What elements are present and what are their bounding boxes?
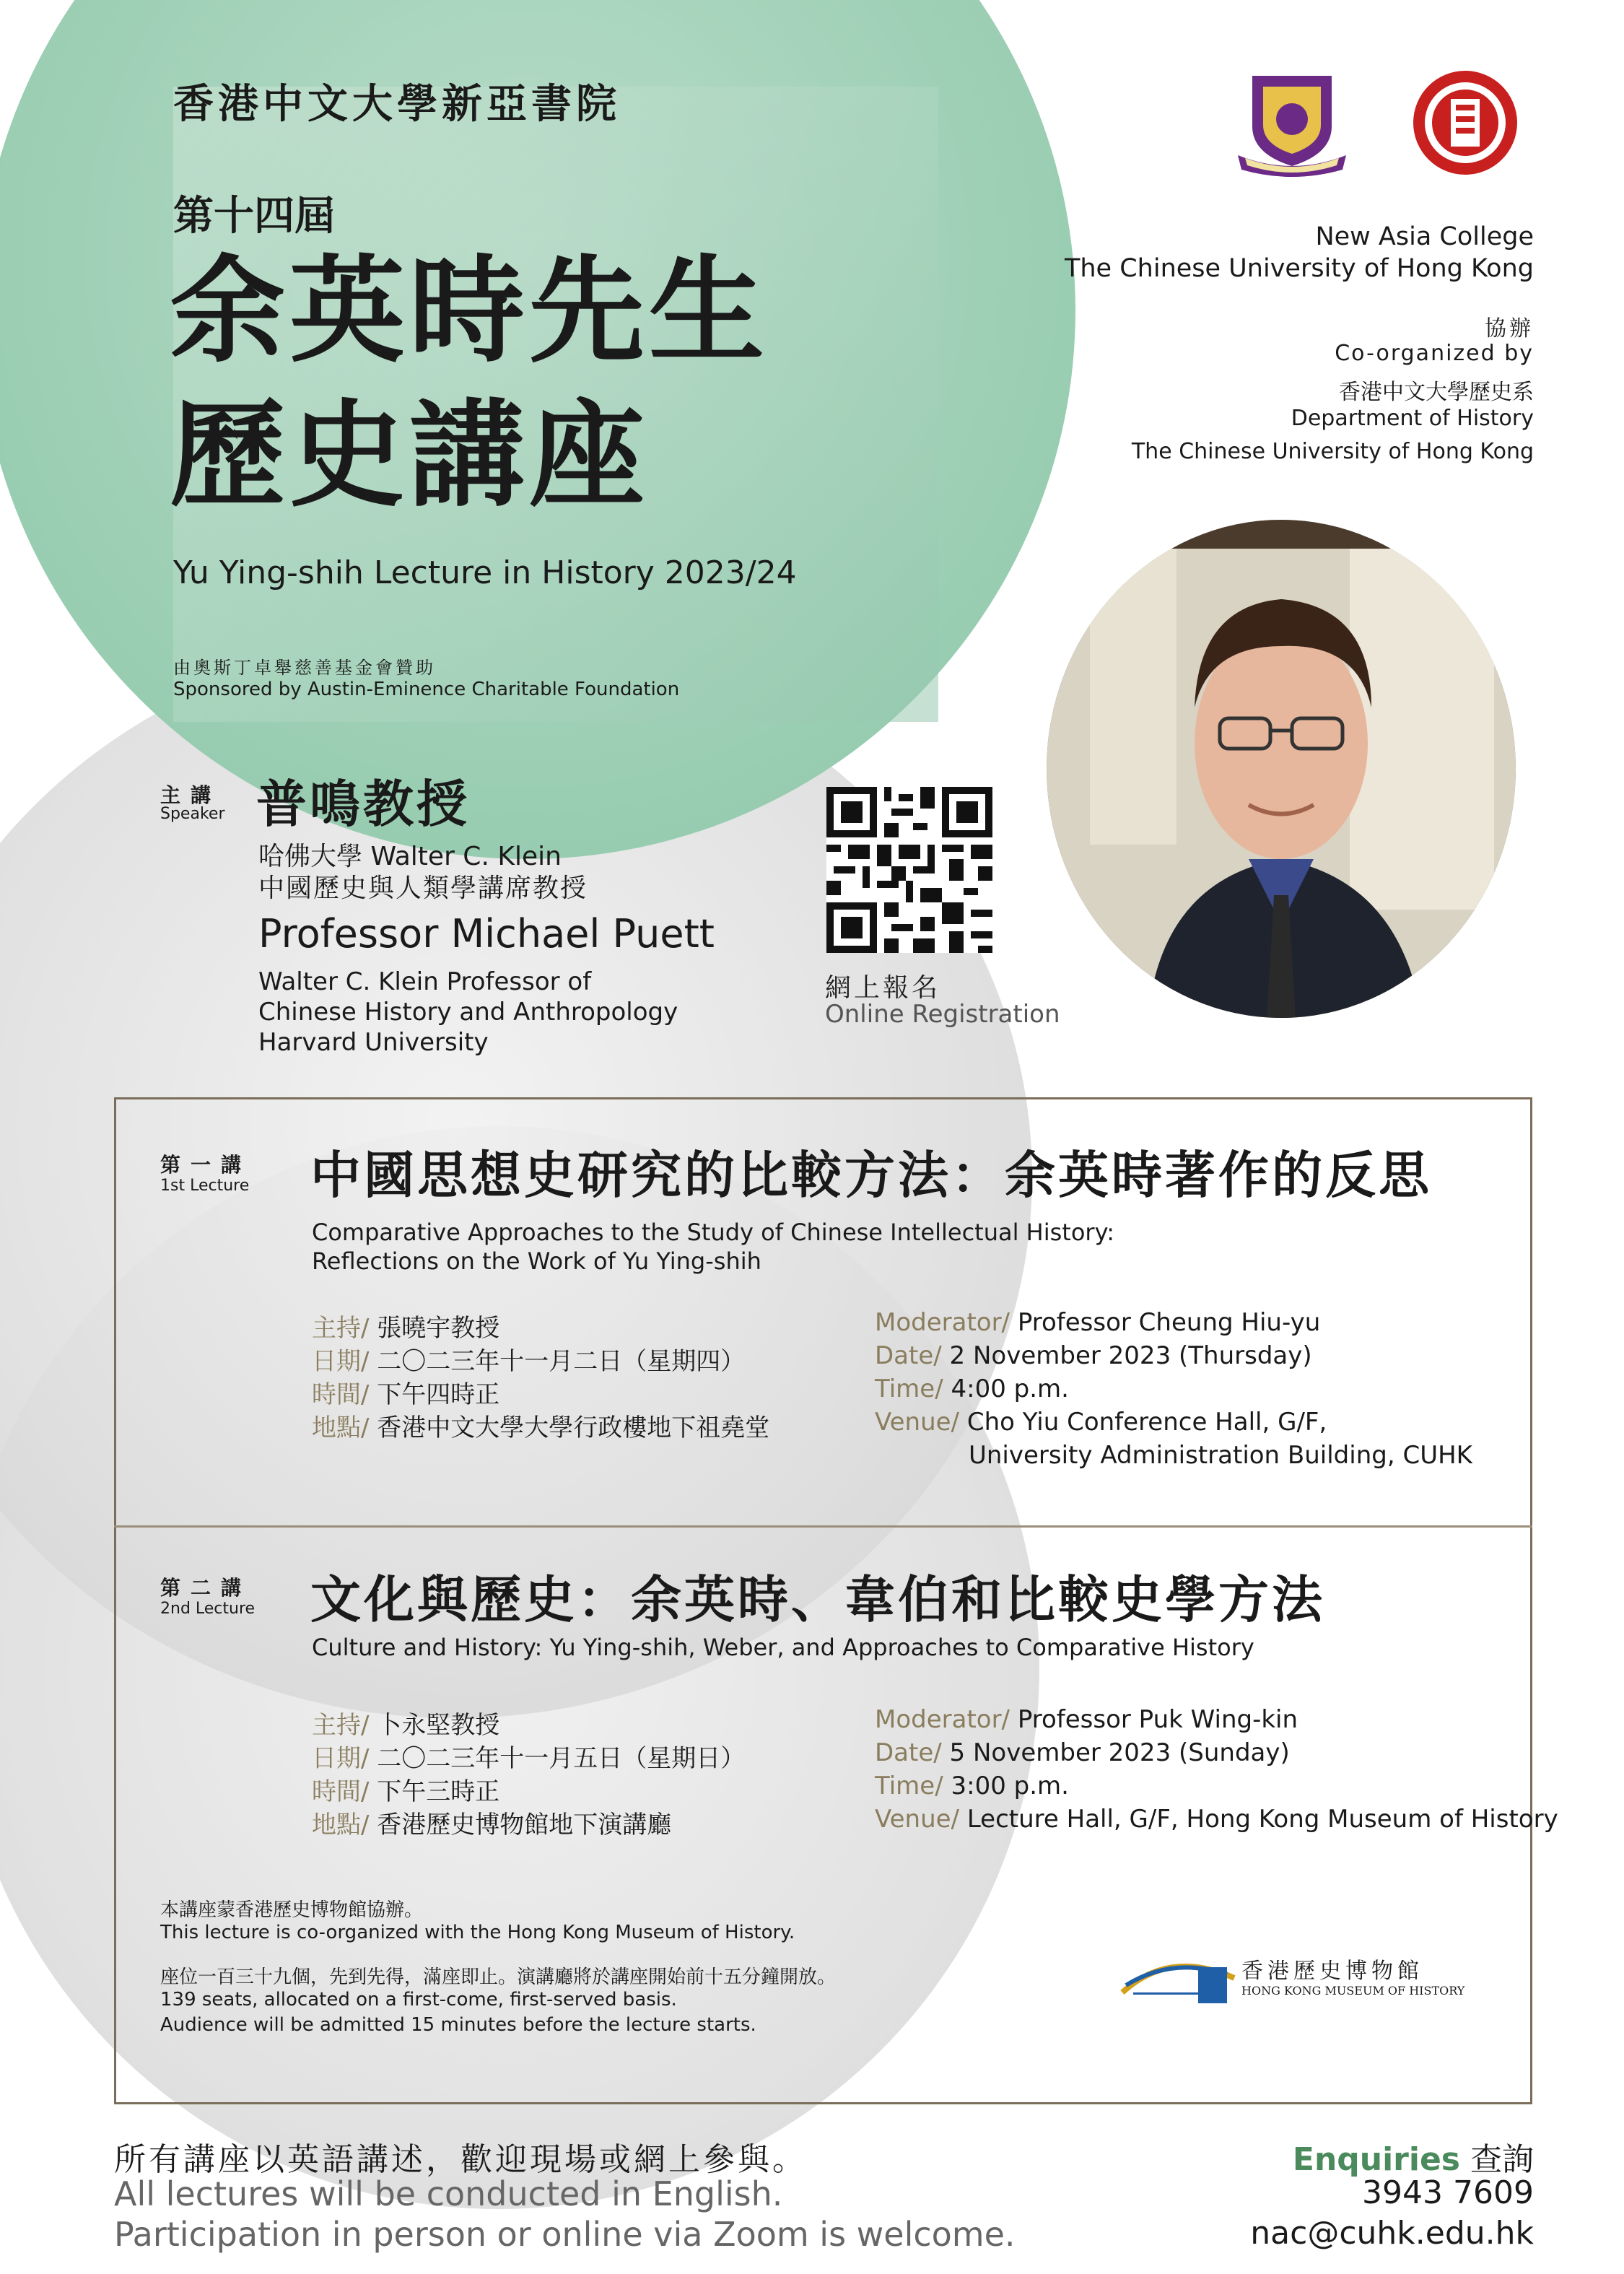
lecture1-title-en-line1: Comparative Approaches to the Study of Chinese Intellectual History: bbox=[312, 1219, 1114, 1246]
enquiries-heading: Enquiries 查詢 bbox=[1292, 2141, 1534, 2178]
sponsor-zh: 由奧斯丁卓舉慈善基金會贊助 bbox=[173, 658, 436, 678]
coorganizer-university-en: The Chinese University of Hong Kong bbox=[1131, 439, 1534, 464]
lecture-series-title-en: Yu Ying-shih Lecture in History 2023/24 bbox=[173, 554, 797, 591]
lecture2-label-en: 2nd Lecture bbox=[160, 1600, 256, 1618]
lecture2-time-zh: 時間/ 下午三時正 bbox=[312, 1777, 500, 1806]
lecture1-title-zh: 中國思想史研究的比較方法：余英時著作的反思 bbox=[310, 1145, 1432, 1205]
lecture1-venue-zh: 地點/ 香港中文大學大學行政樓地下祖堯堂 bbox=[312, 1413, 770, 1442]
lecture1-venue-en-line2: University Administration Building, CUHK bbox=[969, 1441, 1472, 1470]
lecture2-label-zh: 第二講 bbox=[160, 1576, 252, 1600]
speaker-photo bbox=[1047, 520, 1516, 1018]
lecture1-date-zh: 日期/ 二〇二三年十一月二日（星期四） bbox=[312, 1347, 746, 1376]
lecture1-time-zh: 時間/ 下午四時正 bbox=[312, 1380, 500, 1409]
speaker-title-en-line2: Chinese History and Anthropology bbox=[258, 998, 678, 1027]
museum-name-zh: 香港歷史博物館 bbox=[1241, 1959, 1423, 1984]
speaker-label-zh: 主講 bbox=[160, 783, 222, 807]
lecture1-title-en-line2: Reflections on the Work of Yu Ying-shih bbox=[312, 1247, 761, 1275]
lecture2-title-en: Culture and History: Yu Ying-shih, Weber, and Approaches to Comparative History bbox=[312, 1634, 1254, 1661]
lecture-series-title-line1: 余英時先生 bbox=[170, 243, 769, 378]
note-admit-en: Audience will be admitted 15 minutes before the lecture starts. bbox=[160, 2014, 756, 2036]
lecture2-date-en: Date/ 5 November 2023 (Sunday) bbox=[875, 1738, 1290, 1767]
lecture1-label-en: 1st Lecture bbox=[160, 1177, 250, 1195]
lecture-series-title-line2: 歷史講座 bbox=[170, 387, 650, 523]
lecture2-date-zh: 日期/ 二〇二三年十一月五日（星期日） bbox=[312, 1744, 746, 1773]
enquiries-email[interactable]: nac@cuhk.edu.hk bbox=[1250, 2215, 1534, 2252]
coorganizer-dept-en: Department of History bbox=[1291, 406, 1534, 431]
new-asia-college-seal-logo bbox=[1411, 69, 1519, 177]
speaker-title-zh-line2: 中國歷史與人類學講席教授 bbox=[258, 874, 588, 903]
footer-language-en: All lectures will be conducted in English. bbox=[114, 2174, 783, 2213]
edition-label: 第十四屆 bbox=[173, 192, 335, 240]
sponsor-en: Sponsored by Austin-Eminence Charitable Foundation bbox=[173, 679, 680, 700]
speaker-name-en: Professor Michael Puett bbox=[258, 911, 715, 957]
coorganizer-label-zh: 協辦 bbox=[1485, 316, 1534, 341]
lecture1-label-zh: 第一講 bbox=[160, 1153, 252, 1177]
lecture2-venue-zh: 地點/ 香港歷史博物館地下演講廳 bbox=[312, 1811, 672, 1839]
coorganizer-dept-zh: 香港中文大學歷史系 bbox=[1339, 380, 1534, 405]
lecture2-time-en: Time/ 3:00 p.m. bbox=[875, 1772, 1069, 1800]
note-coorg-zh: 本講座蒙香港歷史博物館協辦。 bbox=[160, 1899, 424, 1921]
lecture1-time-en: Time/ 4:00 p.m. bbox=[875, 1375, 1069, 1403]
registration-qr-code[interactable] bbox=[826, 787, 992, 953]
lecture1-venue-en: Venue/ Cho Yiu Conference Hall, G/F, bbox=[875, 1408, 1327, 1437]
lecture2-venue-en: Venue/ Lecture Hall, G/F, Hong Kong Museum of History bbox=[875, 1805, 1558, 1834]
lecture1-moderator-en: Moderator/ Professor Cheung Hiu-yu bbox=[875, 1308, 1321, 1337]
cuhk-crest-logo bbox=[1234, 69, 1350, 177]
lecture1-date-en: Date/ 2 November 2023 (Thursday) bbox=[875, 1341, 1312, 1370]
footer-language-zh: 所有講座以英語講述，歡迎現場或網上參與。 bbox=[114, 2141, 807, 2178]
note-seats-en: 139 seats, allocated on a first-come, first-served basis. bbox=[160, 1989, 677, 2011]
note-seats-zh: 座位一百三十九個，先到先得，滿座即止。演講廳將於講座開始前十五分鐘開放。 bbox=[160, 1966, 837, 1988]
organizer-college-en: New Asia College bbox=[1315, 222, 1534, 251]
speaker-label-en: Speaker bbox=[160, 805, 225, 823]
coorganizer-label-en: Co-organized by bbox=[1335, 341, 1534, 366]
lecture2-moderator-en: Moderator/ Professor Puk Wing-kin bbox=[875, 1705, 1298, 1734]
registration-label-en: Online Registration bbox=[825, 1000, 1060, 1029]
registration-label-zh: 網上報名 bbox=[825, 973, 941, 1003]
enquiries-phone[interactable]: 3943 7609 bbox=[1362, 2174, 1534, 2211]
speaker-title-en-line3: Harvard University bbox=[258, 1028, 489, 1057]
speaker-title-zh-line1: 哈佛大學 Walter C. Klein bbox=[258, 842, 562, 871]
lecture1-moderator-zh: 主持/ 張曉宇教授 bbox=[312, 1314, 500, 1343]
organizer-university-en: The Chinese University of Hong Kong bbox=[1065, 254, 1534, 283]
speaker-name-zh: 普鳴教授 bbox=[256, 774, 470, 834]
college-name-zh: 香港中文大學新亞書院 bbox=[173, 80, 621, 128]
speaker-title-en-line1: Walter C. Klein Professor of bbox=[258, 967, 592, 996]
footer-participation-en: Participation in person or online via Zoom is welcome. bbox=[114, 2215, 1016, 2254]
museum-name-en: HONG KONG MUSEUM OF HISTORY bbox=[1241, 1984, 1465, 1998]
lecture2-moderator-zh: 主持/ 卜永堅教授 bbox=[312, 1711, 500, 1740]
note-coorg-en: This lecture is co-organized with the Hong Kong Museum of History. bbox=[160, 1922, 795, 1943]
lectures-divider bbox=[114, 1525, 1532, 1528]
lecture2-title-zh: 文化與歷史：余英時、韋伯和比較史學方法 bbox=[310, 1569, 1325, 1629]
